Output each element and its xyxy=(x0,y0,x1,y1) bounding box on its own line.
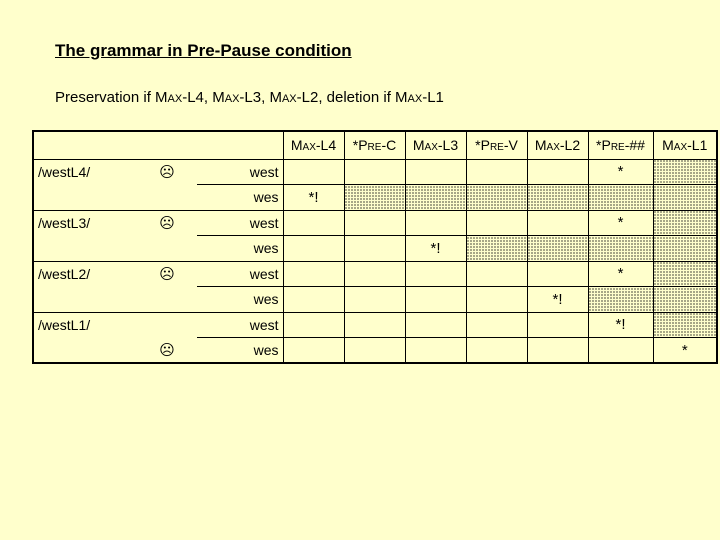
subtitle-constraint-2: Max-L3 xyxy=(212,89,262,106)
violation-cell: * xyxy=(653,338,717,364)
ot-tableau xyxy=(32,130,718,364)
violation-cell: *! xyxy=(283,185,344,211)
violation-cell xyxy=(283,261,344,287)
violation-cell xyxy=(588,185,653,211)
violation-cell xyxy=(527,210,588,236)
subtitle-prefix: Preservation if xyxy=(55,89,156,106)
violation-cell xyxy=(405,312,466,338)
tableau-row xyxy=(33,287,717,313)
violation-cell xyxy=(344,312,405,338)
violation-cell: * xyxy=(588,159,653,185)
hand-blank xyxy=(137,312,197,338)
tableau-row xyxy=(33,261,717,287)
input-form: /westL2/ xyxy=(33,261,137,287)
candidate: west xyxy=(197,210,283,236)
candidate: west xyxy=(197,159,283,185)
violation-cell xyxy=(283,312,344,338)
violation-cell xyxy=(466,236,527,262)
subtitle-constraint-1: Max-L4 xyxy=(155,89,204,106)
violation-cell xyxy=(466,261,527,287)
violation-cell xyxy=(405,287,466,313)
violation-cell: *! xyxy=(405,236,466,262)
violation-cell xyxy=(344,159,405,185)
page-title: The grammar in Pre-Pause condition xyxy=(55,41,352,60)
hand-blank xyxy=(137,185,197,211)
constraint-header: *Pre-C xyxy=(344,131,405,159)
violation-cell xyxy=(653,261,717,287)
violation-cell xyxy=(405,185,466,211)
candidate: wes xyxy=(197,338,283,364)
tableau-row xyxy=(33,210,717,236)
violation-cell xyxy=(466,210,527,236)
subtitle-constraint-4: Max-L1 xyxy=(395,89,444,106)
hand-blank xyxy=(137,287,197,313)
input-form: /westL4/ xyxy=(33,159,137,185)
violation-cell xyxy=(344,185,405,211)
optimal-candidate-icon: ☹ xyxy=(137,210,197,236)
constraint-header: Max-L1 xyxy=(653,131,717,159)
tableau-header-row xyxy=(33,131,717,159)
constraint-header: *Pre-V xyxy=(466,131,527,159)
input-form xyxy=(33,236,137,262)
violation-cell xyxy=(653,210,717,236)
violation-cell xyxy=(527,312,588,338)
subtitle-middle: , deletion if xyxy=(318,89,396,106)
tableau-row xyxy=(33,159,717,185)
constraint-header: Max-L3 xyxy=(405,131,466,159)
violation-cell xyxy=(283,210,344,236)
violation-cell xyxy=(344,261,405,287)
candidate: west xyxy=(197,261,283,287)
violation-cell xyxy=(466,159,527,185)
violation-cell xyxy=(527,159,588,185)
input-form: /westL3/ xyxy=(33,210,137,236)
optimal-candidate-icon: ☹ xyxy=(137,159,197,185)
violation-cell xyxy=(405,261,466,287)
constraint-header: Max-L2 xyxy=(527,131,588,159)
tableau-row xyxy=(33,185,717,211)
candidate: wes xyxy=(197,185,283,211)
tableau-row xyxy=(33,312,717,338)
subtitle-sep-1: , xyxy=(203,89,213,106)
violation-cell xyxy=(527,236,588,262)
violation-cell xyxy=(283,338,344,364)
violation-cell xyxy=(466,287,527,313)
violation-cell xyxy=(344,236,405,262)
violation-cell xyxy=(588,287,653,313)
candidate: west xyxy=(197,312,283,338)
candidate: wes xyxy=(197,287,283,313)
input-form: /westL1/ xyxy=(33,312,137,338)
violation-cell xyxy=(405,159,466,185)
header-blank xyxy=(197,131,283,159)
input-form xyxy=(33,338,137,364)
input-form xyxy=(33,287,137,313)
header-blank xyxy=(33,131,137,159)
tableau-body xyxy=(33,159,717,363)
violation-cell xyxy=(527,338,588,364)
violation-cell xyxy=(466,338,527,364)
violation-cell xyxy=(527,185,588,211)
input-form xyxy=(33,185,137,211)
violation-cell: *! xyxy=(588,312,653,338)
subtitle xyxy=(55,89,444,106)
violation-cell xyxy=(653,287,717,313)
hand-blank xyxy=(137,236,197,262)
header-blank xyxy=(137,131,197,159)
violation-cell xyxy=(653,312,717,338)
violation-cell: * xyxy=(588,210,653,236)
violation-cell xyxy=(344,210,405,236)
optimal-candidate-icon: ☹ xyxy=(137,261,197,287)
violation-cell xyxy=(653,185,717,211)
violation-cell xyxy=(653,159,717,185)
subtitle-constraint-3: Max-L2 xyxy=(269,89,319,106)
violation-cell xyxy=(283,159,344,185)
violation-cell xyxy=(344,287,405,313)
tableau-row xyxy=(33,236,717,262)
violation-cell: *! xyxy=(527,287,588,313)
violation-cell xyxy=(283,236,344,262)
violation-cell xyxy=(405,338,466,364)
candidate: wes xyxy=(197,236,283,262)
violation-cell xyxy=(588,236,653,262)
optimal-candidate-icon: ☹ xyxy=(137,338,197,364)
subtitle-sep-2: , xyxy=(261,89,270,106)
violation-cell xyxy=(653,236,717,262)
violation-cell xyxy=(405,210,466,236)
constraint-header: Max-L4 xyxy=(283,131,344,159)
violation-cell xyxy=(527,261,588,287)
violation-cell: * xyxy=(588,261,653,287)
violation-cell xyxy=(466,185,527,211)
violation-cell xyxy=(344,338,405,364)
violation-cell xyxy=(466,312,527,338)
violation-cell xyxy=(283,287,344,313)
constraint-header: *Pre-## xyxy=(588,131,653,159)
tableau-row xyxy=(33,338,717,364)
violation-cell xyxy=(588,338,653,364)
